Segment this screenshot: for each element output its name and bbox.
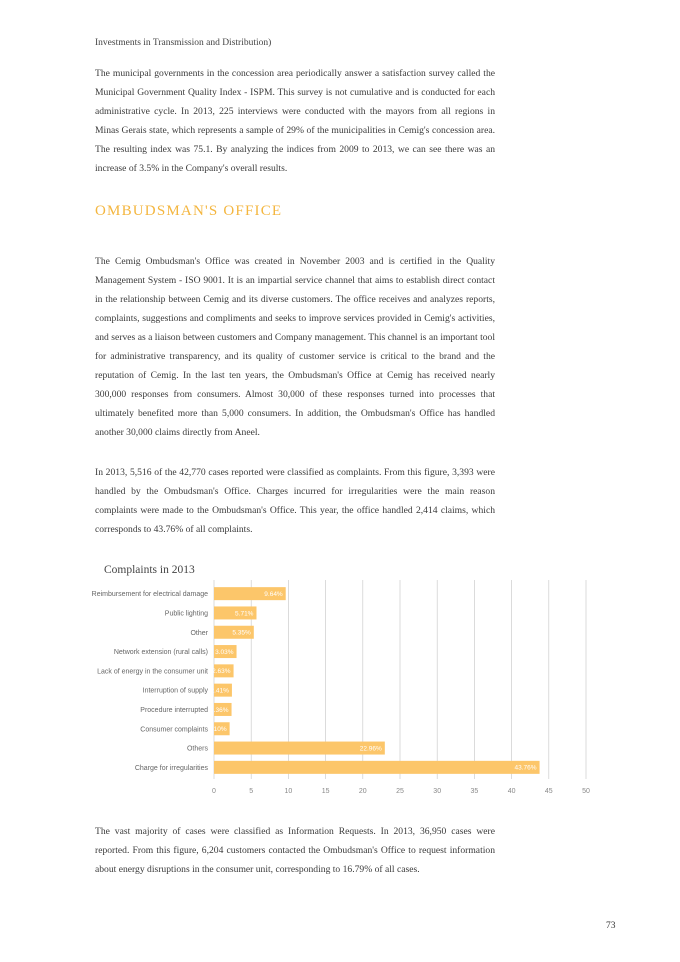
x-tick-label: 5 <box>249 788 254 795</box>
x-tick-label: 25 <box>396 788 404 795</box>
category-label: Charge for irregularities <box>134 764 208 772</box>
paragraph-complaints-2013: In 2013, 5,516 of the 42,770 cases reported were classified as complaints. From this figure, 3,393 were handled by the Ombudsman's Office. Charges incurred for irregularities were the main reason complaints were made to the Ombudsman's Office. This year, the office handled 2,414 claims, which corresponds to 43.76% of all complaints. <box>95 467 495 535</box>
data-label: 2.41% <box>210 687 229 695</box>
category-label: Public lighting <box>164 610 208 618</box>
bar <box>214 761 540 774</box>
page-number: 73 <box>606 921 616 931</box>
complaints-chart <box>88 560 608 800</box>
x-tick-label: 45 <box>544 788 553 795</box>
data-label: 2.36% <box>210 706 229 714</box>
x-tick-label: 30 <box>433 788 442 795</box>
paragraph-ombudsman-intro: The Cemig Ombudsman's Office was created in November 2003 and is certified in the Quality Management System - ISO 9001. It is an impartial service channel that aims to establish direct contact in the relationship between Cemig and its diverse customers. The office receives and analyzes reports, complaints, suggestions and compliments and seeks to improve services provided in Cemig's activities, and serves as a liaison between customers and Company management. This channel is an important tool for administrative transparency, and its quality of customer service is critical to the brand and the reputation of Cemig. In the last ten years, the Ombudsman's Office at Cemig has received nearly 300,000 responses from consumers. Almost 30,000 of these responses turned into processes that ultimately benefited more than 5,000 consumers. In addition, the Ombudsman's Office has handled another 30,000 claims directly from Aneel. <box>95 256 495 438</box>
category-label: Network extension (rural calls) <box>113 649 208 657</box>
data-label: 3.03% <box>215 648 234 656</box>
paragraph-ispm-survey: The municipal governments in the concession area periodically answer a satisfaction survey called the Municipal Government Quality Index - ISPM. This survey is not cumulative and is conducted for each administrative cycle. In 2013, 225 interviews were conducted with the mayors from all regions in Minas Gerais state, which represents a sample of 29% of the municipalities in Cemig's concession area. The resulting index was 75.1. By analyzing the indices from 2009 to 2013, we can see there was an increase of 3.5% in the Company's overall results. <box>95 68 495 174</box>
data-label: 5.71% <box>235 610 254 618</box>
x-tick-label: 20 <box>358 788 367 795</box>
category-label: Other <box>190 629 208 637</box>
section-title: OMBUDSMAN'S OFFICE <box>95 203 283 219</box>
data-label: 22.96% <box>359 745 382 753</box>
data-label: 5.35% <box>232 629 251 637</box>
category-label: Consumer complaints <box>140 726 208 734</box>
complaints-bar-chart <box>88 560 608 800</box>
x-tick-label: 40 <box>507 788 516 795</box>
category-label: Interruption of supply <box>142 687 208 695</box>
category-label: Others <box>186 745 208 753</box>
chart-title: Complaints in 2013 <box>104 564 195 576</box>
x-tick-label: 10 <box>284 788 293 795</box>
x-tick-label: 50 <box>582 788 590 795</box>
x-tick-label: 15 <box>321 788 330 795</box>
data-label: 9.64% <box>264 590 283 598</box>
data-label: 2.63% <box>212 668 231 676</box>
x-tick-label: 0 <box>212 788 216 795</box>
paragraph-information-requests: The vast majority of cases were classified as Information Requests. In 2013, 36,950 cases were reported. From this figure, 6,204 customers contacted the Ombudsman's Office to request information about energy disruptions in the consumer unit, corresponding to 16.79% of all cases. <box>95 826 495 875</box>
category-label: Procedure interrupted <box>140 706 208 714</box>
category-label: Lack of energy in the consumer unit <box>97 668 208 676</box>
data-label: 43.76% <box>514 764 537 772</box>
x-tick-label: 35 <box>470 788 479 795</box>
category-label: Reimbursement for electrical damage <box>91 591 208 599</box>
running-head: Investments in Transmission and Distribution) <box>95 38 272 48</box>
data-label: 2.10% <box>208 726 227 734</box>
